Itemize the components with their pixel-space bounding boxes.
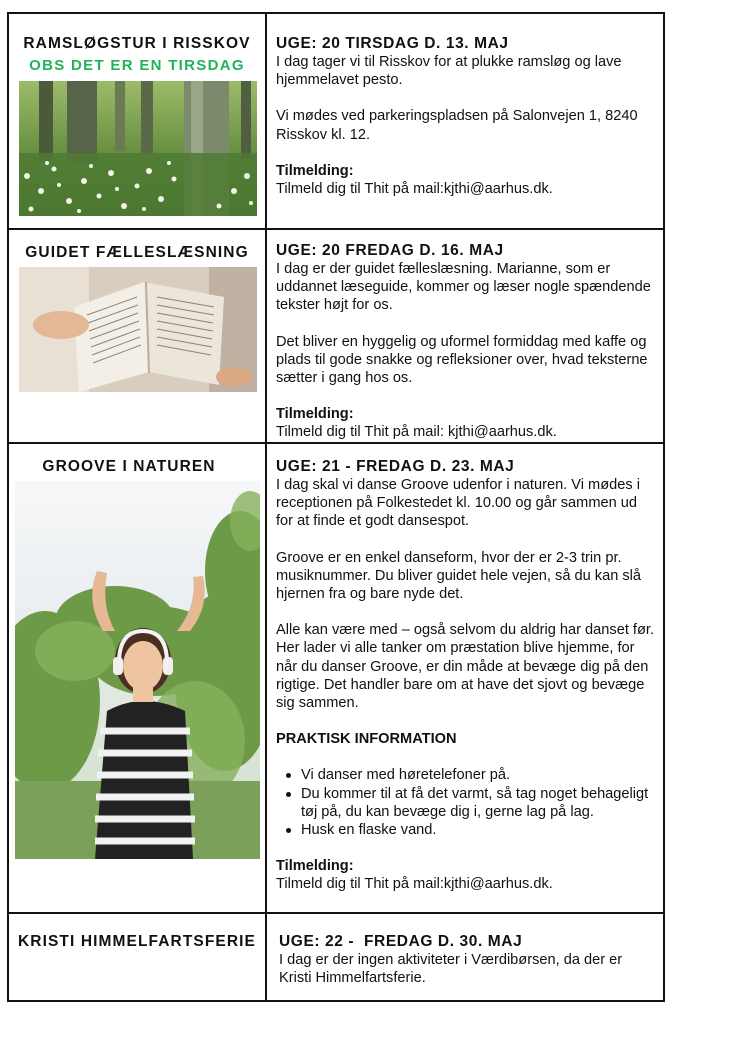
activity-notice: OBS DET ER EN TIRSDAG xyxy=(29,57,245,74)
activity-title: GUIDET FÆLLESLÆSNING xyxy=(25,244,249,261)
signup-label: Tilmelding: xyxy=(276,858,354,875)
description: I dag skal vi danse Groove udenfor i naturen. Vi mødes i receptionen på Folkestedet kl. 10.00 og går sammen ud for at finde et godt dansespot. xyxy=(276,477,640,530)
signup-text: Tilmeld dig til Thit på mail: kjthi@aarhus.dk. xyxy=(276,424,557,441)
activity-details xyxy=(269,14,663,228)
activity-details xyxy=(269,230,663,442)
description: I dag tager vi til Risskov for at plukke ramsløg og lave hjemmelavet pesto. xyxy=(276,54,622,89)
description: Det bliver en hyggelig og uformel formiddag med kaffe og plads til gode snakke og refleksioner over, hvad teksterne sætter i gang hos os. xyxy=(276,333,648,387)
description: Alle kan være med – også selvom du aldrig har danset før. Her lader vi alle tanker om præstation blive hjemme, for når du danser Groove, er din måde at bevæge dig på den rigtige. Det handler bare om at have det sjovt og bevæge sig sammen. xyxy=(276,622,655,712)
activity-cell xyxy=(9,14,267,228)
activity-title: KRISTI HIMMELFARTSFERIE xyxy=(18,933,256,950)
schedule-table xyxy=(7,12,665,1002)
practical-list xyxy=(276,766,655,839)
signup-text: Tilmeld dig til Thit på mail:kjthi@aarhus.dk. xyxy=(276,876,553,893)
table-row xyxy=(9,14,663,228)
reading-book-photo xyxy=(19,267,257,392)
practical-heading: PRAKTISK INFORMATION xyxy=(276,731,457,748)
table-row xyxy=(9,228,663,442)
week-date: UGE: 21 - FREDAG D. 23. MAJ xyxy=(276,458,515,475)
week-date: UGE: 22 - FREDAG D. 30. MAJ xyxy=(279,933,523,950)
signup-label: Tilmelding: xyxy=(276,406,354,423)
activity-cell xyxy=(9,444,267,912)
week-date: UGE: 20 TIRSDAG D. 13. MAJ xyxy=(276,35,509,52)
table-row xyxy=(9,442,663,912)
list-item: Du kommer til at få det varmt, så tag noget behageligt tøj på, du kan bevæge dig i, gerne lag på lag. xyxy=(301,785,655,821)
signup-text: Tilmeld dig til Thit på mail:kjthi@aarhus.dk. xyxy=(276,181,553,198)
week-date: UGE: 20 FREDAG D. 16. MAJ xyxy=(276,242,504,259)
description: I dag er der ingen aktiviteter i Værdibørsen, da der er Kristi Himmelfartsferie. xyxy=(279,952,623,987)
description: I dag er der guidet fælleslæsning. Marianne, som er uddannet læseguide, kommer og læser nogle spændende tekster højt for os. xyxy=(276,261,651,314)
table-row xyxy=(9,912,663,1000)
activity-title: RAMSLØGSTUR I RISSKOV xyxy=(23,35,251,52)
forest-garlic-photo xyxy=(19,81,257,216)
activity-details xyxy=(269,914,663,1000)
meeting-info: Vi mødes ved parkeringspladsen på Salonvejen 1, 8240 Risskov kl. 12. xyxy=(276,108,638,143)
list-item: Vi danser med høretelefoner på. xyxy=(301,766,655,784)
list-item: Husk en flaske vand. xyxy=(301,821,655,839)
dancing-woman-photo xyxy=(15,481,260,859)
description: Groove er en enkel danseform, hvor der er 2-3 trin pr. musiknummer. Du bliver guidet hele vejen, så du kan slå hjernen fra og bare nyde det. xyxy=(276,549,642,603)
activity-details xyxy=(269,444,663,912)
activity-title: GROOVE I NATUREN xyxy=(42,458,216,475)
activity-cell xyxy=(9,230,267,442)
signup-label: Tilmelding: xyxy=(276,162,354,179)
activity-cell xyxy=(9,914,267,1000)
